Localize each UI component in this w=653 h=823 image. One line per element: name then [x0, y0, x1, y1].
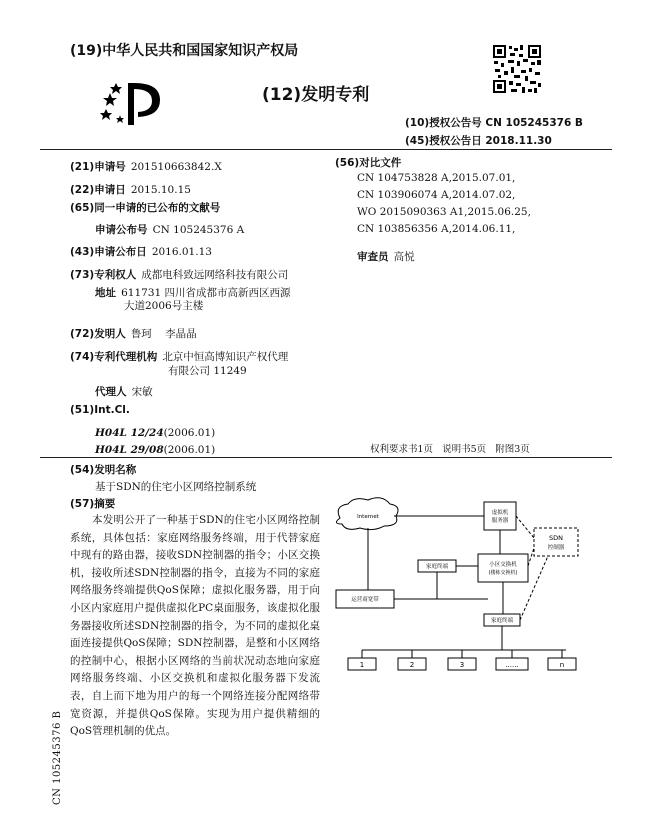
- patentee-value: 成都电科致远网络科技有限公司: [141, 269, 289, 281]
- agent-label: 代理人: [95, 386, 127, 398]
- terminal-label: 3: [459, 661, 465, 669]
- switch-label-2: (楼栋交换机): [488, 570, 518, 576]
- app-date-label: (22)申请日: [70, 184, 126, 196]
- grant-number: (10)授权公告号 CN 105245376 B: [405, 117, 583, 129]
- citations-label: (56)对比文件: [335, 157, 402, 169]
- abstract-text: 本发明公开了一种基于SDN的住宅小区网络控制系统，具体包括：家庭网络服务终端，用于代替家庭中现有的路由器，接收SDN控制器的指令；小区交换机，接收所述SDN控制器的指令，直接为不同的家庭网络服务终端提供QoS保障；虚拟化服务器，用于向小区内家庭用户提供虚拟化PC桌面服务，该虚拟化服务器接收所述SDN控制器的指令，为不同的虚拟化桌面连接提供QoS保障；SDN控制器，是整和小区网络的控制中心，根据小区网络的当前状况动态地向家庭网络服务终端、小区交换机和虚拟化服务器下发流表，自上而下地为用户的每一个网络连接分配网络带宽资源，并提供QoS保障。实现为用户提供精细的QoS管理机制的优点。: [70, 514, 320, 738]
- examiner-value: 高悦: [393, 251, 415, 263]
- pages-info: 权利要求书1页 说明书5页 附图3页: [370, 444, 530, 455]
- agent: [95, 380, 153, 399]
- sdn-label-2: 控制器: [547, 545, 565, 551]
- virt-server-label-1: 虚拟机: [491, 510, 509, 516]
- pub-data-label: (65)同一申请的已公布的文献号: [70, 202, 221, 214]
- publication-date: [70, 240, 212, 259]
- agency-line1: 北京中恒高博知识产权代理: [162, 351, 289, 363]
- terminal-label: ......: [505, 661, 519, 669]
- sipo-logo: [98, 77, 170, 131]
- pub-no-label: 申请公布号: [95, 224, 148, 236]
- isp-label: 运营商宽带: [351, 597, 379, 603]
- document-type: (12)发明专利: [262, 85, 370, 105]
- pub-date-value: 2016.01.13: [151, 246, 212, 258]
- side-publication-number: CN 105245376 B: [52, 710, 63, 805]
- pub-no-value: CN 105245376 A: [152, 224, 245, 236]
- patentee-label: (73)专利权人: [70, 269, 137, 281]
- home-terminal-label: 家庭终端: [425, 564, 449, 570]
- application-date: [70, 178, 191, 197]
- app-no-value: 201510663842.X: [130, 161, 222, 173]
- intcl-code: H04L 12/24: [95, 427, 164, 439]
- address-line2: 大道2006号主楼: [124, 300, 204, 312]
- application-number: [70, 155, 222, 174]
- inventors: [70, 322, 197, 341]
- address-line1: 611731 四川省成都市高新西区西源: [121, 287, 291, 299]
- switch-label-1: 小区交换机: [489, 562, 517, 568]
- intcl-date: (2006.01): [163, 427, 216, 439]
- middle-rule: [40, 457, 612, 458]
- terminal-label: n: [559, 661, 565, 669]
- terminal-label: 2: [409, 661, 415, 669]
- app-no-label: (21)申请号: [70, 161, 126, 173]
- sdn-label-1: SDN: [549, 534, 563, 542]
- patentee: [70, 263, 288, 282]
- intcl-label: (51)Int.Cl.: [70, 404, 130, 416]
- intcl-date: (2006.01): [163, 444, 216, 456]
- terminal-label: 1: [359, 661, 365, 669]
- agent-value: 宋敏: [131, 386, 153, 398]
- qr-code: [492, 44, 542, 94]
- abstract-label: (57)摘要: [70, 498, 116, 510]
- switch-box: [478, 554, 528, 582]
- grant-date: (45)授权公告日 2018.11.30: [405, 135, 552, 147]
- pub-date-label: (43)申请公布日: [70, 246, 147, 258]
- issuing-office: (19)中华人民共和国国家知识产权局: [70, 43, 299, 59]
- citation-item: CN 103856356 A,2014.06.11,: [357, 223, 516, 235]
- header-rule: [40, 149, 612, 150]
- publication-number: [95, 218, 244, 237]
- intcl-row: [95, 438, 215, 457]
- examiner: [357, 245, 415, 264]
- virt-server-label-2: 服务器: [491, 518, 509, 524]
- citation-item: CN 103906074 A,2014.07.02,: [357, 189, 516, 201]
- inventors-value: 鲁珂 李晶晶: [130, 328, 197, 340]
- app-date-value: 2015.10.15: [130, 184, 191, 196]
- internet-label: Internet: [357, 514, 379, 520]
- citation-item: WO 2015090363 A1,2015.06.25,: [357, 206, 531, 218]
- examiner-label: 审查员: [357, 251, 389, 263]
- virtual-server-box: [484, 502, 516, 530]
- intcl-code: H04L 29/08: [95, 444, 164, 456]
- title-label: (54)发明名称: [70, 464, 137, 476]
- home-terminal2-label: 家庭终端: [490, 618, 514, 624]
- invention-title: 基于SDN的住宅小区网络控制系统: [95, 481, 257, 493]
- address-label: 地址: [95, 287, 116, 299]
- inventors-label: (72)发明人: [70, 328, 126, 340]
- agency-label: (74)专利代理机构: [70, 351, 158, 363]
- citation-item: CN 104753828 A,2015.07.01,: [357, 172, 516, 184]
- network-diagram: [328, 494, 588, 683]
- agency-line2: 有限公司 11249: [168, 365, 247, 377]
- sdn-controller-box: [534, 528, 578, 556]
- agency: [70, 345, 288, 364]
